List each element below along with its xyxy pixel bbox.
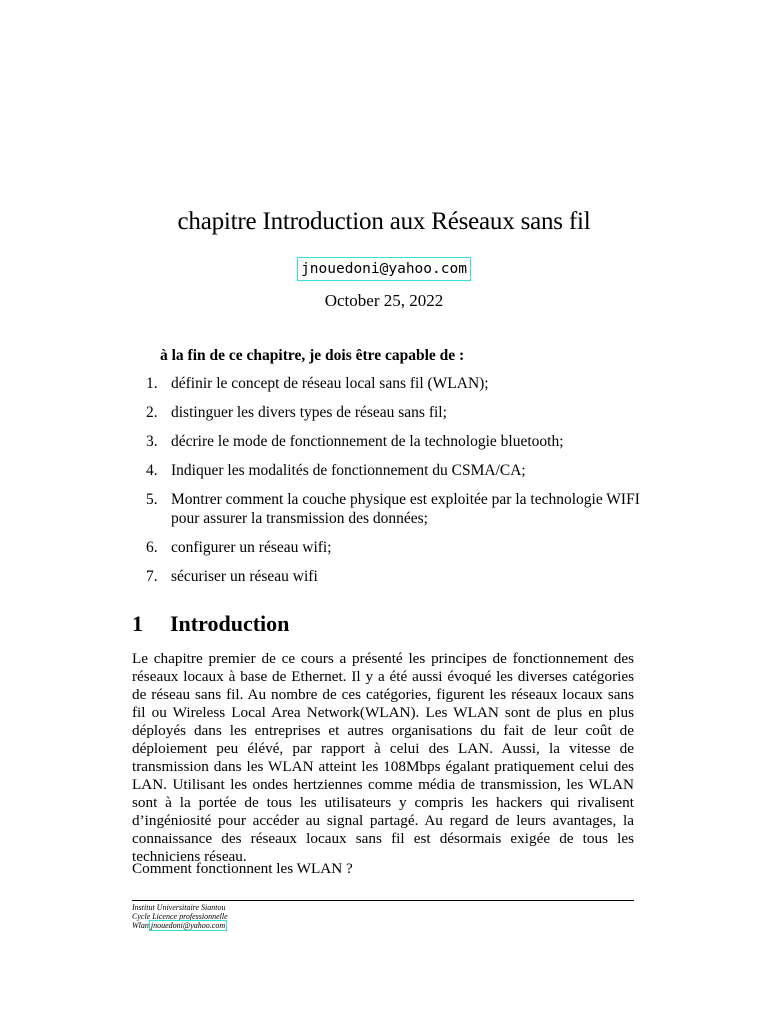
objective-text: distinguer les divers types de réseau sans fil;: [171, 404, 447, 421]
objective-item: [146, 567, 646, 586]
objective-text: définir le concept de réseau local sans fil (WLAN);: [171, 375, 489, 392]
objective-number: 7.: [146, 568, 158, 585]
objective-number: 6.: [146, 539, 158, 556]
section-title: Introduction: [170, 611, 290, 636]
objective-text: Indiquer les modalités de fonctionnement du CSMA/CA;: [171, 462, 526, 479]
footnote-divider: [132, 900, 634, 901]
objectives-intro: à la fin de ce chapitre, je dois être capable de :: [160, 347, 465, 364]
objective-item: [146, 490, 646, 528]
document-date: October 25, 2022: [324, 291, 444, 310]
objective-number: 2.: [146, 404, 158, 421]
objective-item: [146, 374, 646, 393]
objective-text: configurer un réseau wifi;: [171, 539, 332, 556]
section-heading: [132, 608, 289, 640]
footer-contact: [132, 921, 228, 930]
section-question: Comment fonctionnent les WLAN ?: [132, 860, 353, 877]
objective-item: [146, 461, 646, 480]
objective-text: décrire le mode de fonctionnement de la technologie bluetooth;: [171, 433, 564, 450]
footer-email-link[interactable]: jnouedoni@yahoo.com: [150, 921, 226, 930]
section-number: 1: [132, 611, 143, 636]
document-title: chapitre Introduction aux Réseaux sans fil: [177, 208, 591, 235]
objective-text: Montrer comment la couche physique est exploitée par la technologie WIFI pour assurer la transmission des données;: [171, 491, 640, 527]
objectives-list: [146, 374, 646, 596]
author-email-link[interactable]: jnouedoni@yahoo.com: [297, 257, 471, 281]
author-email-wrap: [0, 257, 768, 281]
objective-item: [146, 403, 646, 422]
page-footer: [132, 903, 228, 930]
objective-number: 4.: [146, 462, 158, 479]
objective-text: sécuriser un réseau wifi: [171, 568, 318, 585]
footer-prefix: Wlan: [132, 921, 149, 930]
objective-item: [146, 432, 646, 451]
introduction-paragraph: Le chapitre premier de ce cours a présenté les principes de fonctionnement des réseaux locaux à base de Ethernet. Il y a été aussi évoqué les diverses catégories de réseau sans fil. Au nombre de ces catégories, figurent les réseaux locaux sans fil ou Wireless Local Area Network(WLAN). Les WLAN sont de plus en plus déployés dans les entreprises et autres organisations du fait de leur coût de déploiement peu élévé, par rapport à celui des LAN. Aussi, la vitesse de transmission dans les WLAN atteint les 108Mbps égalant pratiquement celui des LAN. Utilisant les ondes hertziennes comme média de transmission, les WLAN sont à la portée de tous les utilisateurs y compris les hackers qui rivalisent d’ingéniosité pour accéder au signal partagé. Au regard de leurs avantages, la connaissance des réseaux locaux sans fil est désormais exigée de tous les techniciens réseau.: [132, 650, 634, 865]
objective-number: 3.: [146, 433, 158, 450]
objective-item: [146, 538, 646, 557]
objective-number: 5.: [146, 491, 158, 508]
footer-cycle: Cycle Licence professionnelle: [132, 912, 228, 921]
objective-number: 1.: [146, 375, 158, 392]
footer-institution: Institut Universitaire Siantou: [132, 903, 226, 912]
